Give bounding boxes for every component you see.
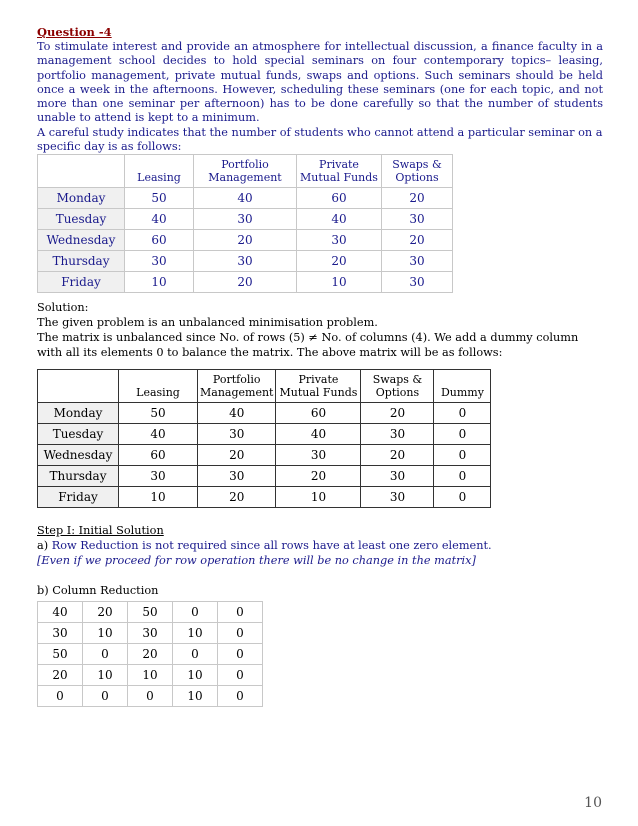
question-paragraph-2: A careful study indicates that the number of students who cannot attend a particular seminar on a specific day is as follows: — [37, 125, 603, 154]
table-row — [38, 487, 491, 508]
table-cell: 50 — [125, 188, 194, 209]
table-cell: 20 — [194, 230, 297, 251]
table-cell: 10 — [119, 487, 198, 508]
table2-header-private-mutual: Private Mutual Funds — [276, 370, 361, 403]
table-row — [38, 602, 263, 623]
table-cell: 0 — [434, 403, 491, 424]
table-cell: 40 — [125, 209, 194, 230]
row-label: Wednesday — [38, 445, 119, 466]
table-cell: 20 — [128, 644, 173, 665]
table-cell: 30 — [382, 209, 453, 230]
table-cell: 10 — [83, 623, 128, 644]
table-row — [38, 623, 263, 644]
table-cell: 30 — [297, 230, 382, 251]
table-cell: 20 — [198, 487, 276, 508]
table-cell: 10 — [125, 272, 194, 293]
table-row — [38, 644, 263, 665]
step1-b-label: b) Column Reduction — [37, 584, 159, 598]
table-cell: 0 — [173, 644, 218, 665]
table-row — [38, 424, 491, 445]
table-cell: 10 — [173, 686, 218, 707]
table-cell: 40 — [194, 188, 297, 209]
table-cell: 10 — [83, 665, 128, 686]
students-absent-table — [37, 154, 453, 293]
table2-header-portfolio: Portfolio Management — [198, 370, 276, 403]
row-label: Monday — [38, 188, 125, 209]
table-cell: 30 — [382, 272, 453, 293]
table-cell: 20 — [382, 230, 453, 251]
table-cell: 40 — [198, 403, 276, 424]
table-cell: 0 — [38, 686, 83, 707]
table-cell: 60 — [119, 445, 198, 466]
table-cell: 30 — [119, 466, 198, 487]
table-cell: 60 — [125, 230, 194, 251]
table-cell: 0 — [218, 686, 263, 707]
table2-header-blank — [38, 370, 119, 403]
table-row — [38, 272, 453, 293]
solution-line-1: The given problem is an unbalanced minimisation problem. — [37, 316, 378, 330]
table-cell: 20 — [382, 188, 453, 209]
table-cell: 10 — [297, 272, 382, 293]
table-row — [38, 209, 453, 230]
question-paragraph-1: To stimulate interest and provide an atmosphere for intellectual discussion, a finance faculty in a management school decides to hold special seminars on four contemporary topics– leasing, portfolio management, private mutual funds, swaps and options. Such seminars should be held once a week in the afternoons. However, scheduling these seminars (one for each topic, and not more than one seminar per afternoon) has to be done carefully so that the number of students unable to attend is kept to a minimum. — [37, 40, 603, 125]
column-reduction-table — [37, 601, 263, 707]
table-cell: 60 — [276, 403, 361, 424]
step1-title: Step I: Initial Solution — [37, 524, 164, 538]
table-cell: 20 — [38, 665, 83, 686]
table1-header-swaps: Swaps & Options — [382, 155, 453, 188]
table-cell: 20 — [194, 272, 297, 293]
row-label: Tuesday — [38, 424, 119, 445]
table-cell: 20 — [361, 403, 434, 424]
table-row — [38, 230, 453, 251]
table-row — [38, 686, 263, 707]
table2-header-swaps: Swaps & Options — [361, 370, 434, 403]
question-title: Question -4 — [37, 25, 112, 39]
table-cell: 0 — [128, 686, 173, 707]
table-cell: 0 — [173, 602, 218, 623]
table-row — [38, 665, 263, 686]
row-label: Wednesday — [38, 230, 125, 251]
table-cell: 0 — [218, 602, 263, 623]
document-page — [37, 25, 603, 707]
table-cell: 30 — [125, 251, 194, 272]
table-cell: 50 — [119, 403, 198, 424]
table-row — [38, 251, 453, 272]
table-cell: 0 — [83, 644, 128, 665]
step1-a-prefix: a) — [37, 539, 52, 553]
table-cell: 20 — [297, 251, 382, 272]
table1-header-portfolio: Portfolio Management — [194, 155, 297, 188]
table-cell: 0 — [218, 623, 263, 644]
table-cell: 0 — [434, 424, 491, 445]
row-label: Tuesday — [38, 209, 125, 230]
table-cell: 50 — [38, 644, 83, 665]
row-label: Thursday — [38, 251, 125, 272]
table-cell: 0 — [434, 466, 491, 487]
table-cell: 30 — [382, 251, 453, 272]
table1-header-leasing: Leasing — [125, 155, 194, 188]
table-cell: 20 — [83, 602, 128, 623]
table-cell: 30 — [198, 466, 276, 487]
table-cell: 30 — [198, 424, 276, 445]
table-row — [38, 188, 453, 209]
table-cell: 30 — [361, 487, 434, 508]
row-label: Thursday — [38, 466, 119, 487]
table-cell: 0 — [434, 487, 491, 508]
table-cell: 40 — [297, 209, 382, 230]
step1-a-note: [Even if we proceed for row operation there will be no change in the matrix] — [37, 554, 476, 568]
table-row — [38, 466, 491, 487]
table-cell: 10 — [173, 623, 218, 644]
table1-header-blank — [38, 155, 125, 188]
row-label: Friday — [38, 272, 125, 293]
table-cell: 0 — [83, 686, 128, 707]
table-cell: 20 — [361, 445, 434, 466]
table-row — [38, 403, 491, 424]
table-cell: 30 — [361, 424, 434, 445]
balanced-matrix-table — [37, 369, 491, 508]
table-cell: 10 — [128, 665, 173, 686]
solution-line-2: The matrix is unbalanced since No. of rows (5) ≠ No. of columns (4). We add a dummy column with all its elements 0 to balance the matrix. The above matrix will be as follows: — [37, 331, 579, 360]
table-cell: 40 — [119, 424, 198, 445]
table-row — [38, 445, 491, 466]
table-cell: 0 — [434, 445, 491, 466]
table-cell: 40 — [38, 602, 83, 623]
row-label: Friday — [38, 487, 119, 508]
table1-header-private-mutual: Private Mutual Funds — [297, 155, 382, 188]
table2-header-leasing: Leasing — [119, 370, 198, 403]
table-cell: 30 — [276, 445, 361, 466]
table-cell: 50 — [128, 602, 173, 623]
table-cell: 30 — [361, 466, 434, 487]
row-label: Monday — [38, 403, 119, 424]
table-cell: 20 — [276, 466, 361, 487]
table-cell: 10 — [173, 665, 218, 686]
page-number: 10 — [584, 795, 602, 811]
table-cell: 30 — [194, 251, 297, 272]
table-cell: 10 — [276, 487, 361, 508]
step1-row-reduction — [37, 538, 603, 553]
table-cell: 20 — [198, 445, 276, 466]
table-cell: 40 — [276, 424, 361, 445]
table-cell: 30 — [128, 623, 173, 644]
table-cell: 30 — [38, 623, 83, 644]
solution-label: Solution: — [37, 301, 89, 315]
table-cell: 0 — [218, 665, 263, 686]
table-cell: 60 — [297, 188, 382, 209]
table-cell: 30 — [194, 209, 297, 230]
table2-header-dummy: Dummy — [434, 370, 491, 403]
table-cell: 0 — [218, 644, 263, 665]
step1-a-text: Row Reduction is not required since all rows have at least one zero element. — [51, 539, 492, 553]
